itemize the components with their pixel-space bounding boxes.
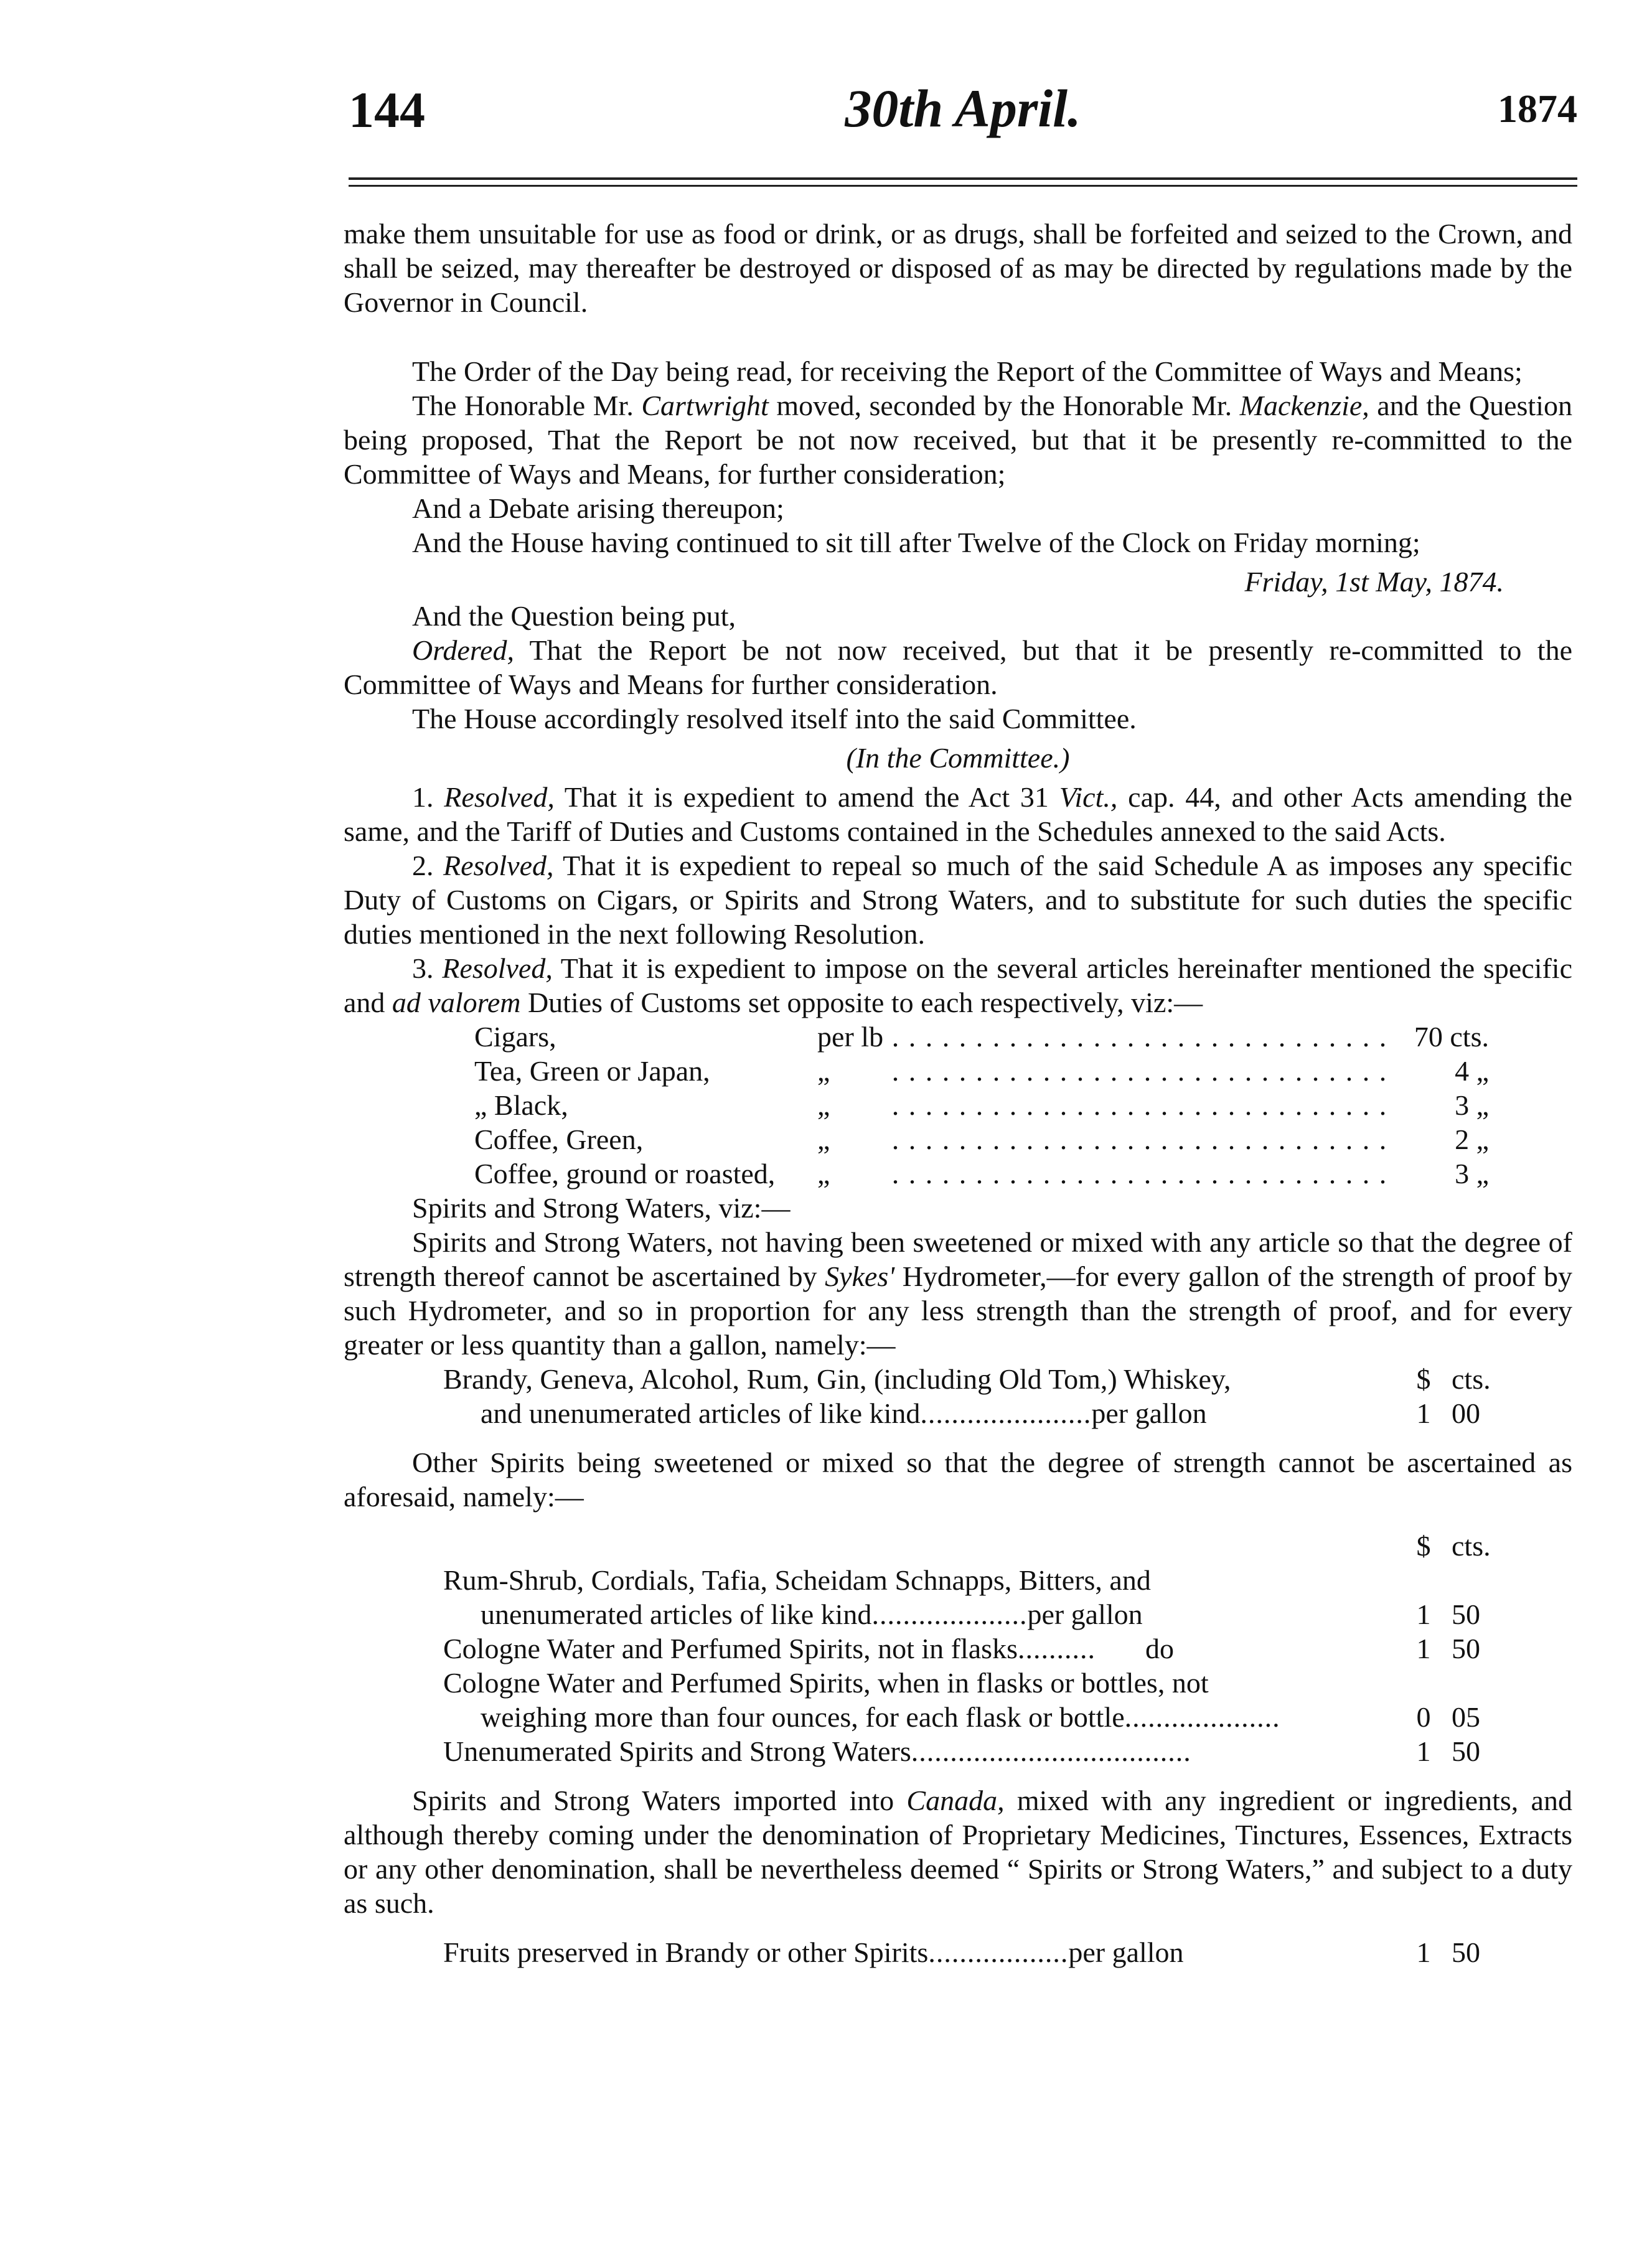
table-row: Fruits preserved in Brandy or other Spirits..................per gallon 1 50 [443,1935,1520,1969]
tariff-item: Coffee, ground or roasted, [474,1158,776,1190]
dot-leader: . . . . . . . . . . . . . . . . . . . . . . . . . . . . . . [891,1021,1388,1053]
paragraph-debate: And a Debate arising thereupon; [412,492,784,524]
paragraph-continuation: make them unsuitable for use as food or drink, or as drugs, shall be forfeited and seized to the Crown, and shall be seized, may thereafter be destroyed or disposed of as may be directed by regulations made by the Governor in Council. [344,218,1572,318]
table-row [443,1362,1520,1396]
in-committee-heading: (In the Committee.) [846,742,1070,774]
canada-paragraph: Spirits and Strong Waters imported into Canada, mixed with any ingredient or ingredients, and although thereby coming under the denomination of Proprietary Medicines, Tinctures, Essences, Extracts or any other denomination, shall be nevertheless deemed “ Spirits or Strong Waters,” and subject to a duty as such. [344,1785,1572,1919]
fruits-dollars: 1 [1416,1936,1431,1968]
cents-header: cts. [1452,1363,1491,1395]
table-row [474,1020,1501,1054]
brandy-dollars: 1 [1416,1397,1431,1429]
paragraph-ordered: Ordered, That the Report be not now received, but that it be presently re-committed to the Committee of Ways and Means for further consideration. [344,634,1572,700]
dot-leader: . . . . . . . . . . . . . . . . . . . . . . . . . . . . . . [891,1158,1388,1190]
table-row: unenumerated articles of like kind....................per gallon 1 50 [443,1597,1520,1631]
table-row [474,1088,1501,1122]
tariff-item: Coffee, Green, [474,1124,644,1155]
page-body [344,217,1572,1969]
specific-duties-table [474,1020,1501,1191]
running-header [349,78,1577,149]
dot-leader: . . . . . . . . . . . . . . . . . . . . . . . . . . . . . . [891,1055,1388,1087]
tariff-rate: 3 „ [1455,1089,1489,1121]
spirits-heading: Spirits and Strong Waters, viz:— [412,1192,791,1224]
table-row: and unenumerated articles of like kind......................per gallon 1 00 [443,1396,1520,1430]
duty-unit: do [1145,1633,1174,1664]
spirits-paragraph: Spirits and Strong Waters, not having been sweetened or mixed with any article so that the degree of strength thereof cannot be ascertained by Sykes' Hydrometer,—for every gallon of the strength of proof by such Hydrometer, and so in proportion for any less strength than the strength of proof, and for every greater or less quantity than a gallon, namely:— [344,1226,1572,1361]
duty-dollars: 1 [1416,1633,1431,1664]
resolution-2: 2. Resolved, That it is expedient to repeal so much of the said Schedule A as imposes any specific Duty of Customs on Cigars, or Spirits and Strong Waters, and to substitute for such duties the specific duties mentioned in the next following Resolution. [344,850,1573,950]
tariff-unit: per lb [817,1021,884,1053]
other-spirits-paragraph: Other Spirits being sweetened or mixed so that the degree of strength cannot be ascertained as aforesaid, namely:— [344,1447,1572,1513]
table-row [443,1666,1520,1700]
paragraph-sitting: And the House having continued to sit till after Twelve of the Clock on Friday morning; [412,527,1420,558]
brandy-line1: Brandy, Geneva, Alcohol, Rum, Gin, (including Old Tom,) Whiskey, [443,1363,1231,1395]
paragraph-order-of-day: The Order of the Day being read, for receiving the Report of the Committee of Ways and Means; [412,355,1523,387]
dateline: Friday, 1st May, 1874. [1244,566,1504,598]
paragraph-resolved-committee: The House accordingly resolved itself into the said Committee. [412,703,1137,734]
tariff-rate: 4 „ [1455,1055,1489,1087]
dollar-header: $ [1416,1530,1431,1562]
tariff-rate: 70 cts. [1414,1021,1489,1053]
brandy-line2: and unenumerated articles of like kind [481,1397,921,1429]
table-row: Cologne Water and Perfumed Spirits, not in flasks.......... do 1 50 [443,1631,1520,1666]
tariff-unit: „ [817,1089,830,1121]
paragraph-question: And the Question being put, [412,600,736,632]
duty-unit: per gallon [1027,1598,1143,1630]
tariff-item: „ Black, [474,1089,568,1121]
duty-description-cont: weighing more than four ounces, for each flask or bottle [481,1701,1125,1733]
table-row [474,1054,1501,1088]
duty-cents: 50 [1452,1633,1480,1664]
dot-leader: . . . . . . . . . . . . . . . . . . . . . . . . . . . . . . [891,1124,1388,1155]
duty-description: Unenumerated Spirits and Strong Waters [443,1735,911,1767]
table-row: Unenumerated Spirits and Strong Waters.................................... 1 50 [443,1734,1520,1768]
duty-description-cont: unenumerated articles of like kind [481,1598,872,1630]
tariff-unit: „ [817,1055,830,1087]
table-row: weighing more than four ounces, for each flask or bottle.................... 0 05 [443,1700,1520,1734]
table-row [474,1157,1501,1191]
duty-description: Rum-Shrub, Cordials, Tafia, Scheidam Schnapps, Bitters, and [443,1564,1151,1596]
duty-description: Cologne Water and Perfumed Spirits, not in flasks [443,1633,1018,1664]
tariff-item: Cigars, [474,1021,556,1053]
tariff-unit: „ [817,1158,830,1190]
header-date: 30th April. [845,78,1081,138]
member-name: Cartwright [641,390,769,421]
resolution-3: 3. Resolved, That it is expedient to impose on the several articles hereinafter mentioned the specific and ad valorem Duties of Customs set opposite to each respectively, viz:— [344,952,1572,1018]
dot-leader: . . . . . . . . . . . . . . . . . . . . . . . . . . . . . . [891,1089,1388,1121]
sweetened-spirits-table [443,1529,1520,1768]
duty-cents: 50 [1452,1598,1480,1630]
table-row [443,1563,1520,1597]
tariff-rate: 2 „ [1455,1124,1489,1155]
duty-cents: 05 [1452,1701,1480,1733]
table-header-row [443,1529,1520,1563]
tariff-unit: „ [817,1124,830,1155]
page-number: 144 [349,82,425,138]
fruits-unit: per gallon [1068,1936,1184,1968]
duty-cents: 50 [1452,1735,1480,1767]
brandy-table [443,1362,1520,1430]
cents-header: cts. [1452,1530,1491,1562]
resolution-1: 1. Resolved, That it is expedient to amend the Act 31 Vict., cap. 44, and other Acts amending the same, and the Tariff of Duties and Customs contained in the Schedules annexed to the said Acts. [344,781,1573,847]
duty-dollars: 1 [1416,1598,1431,1630]
header-year: 1874 [1498,87,1577,131]
header-rule-bottom [349,185,1577,187]
paragraph-motion: The Honorable Mr. Cartwright moved, seconded by the Honorable Mr. Mackenzie, and the Question being proposed, That the Report be not now received, but that it be presently re-committed to the Committee of Ways and Means, for further consideration; [344,390,1572,490]
dollar-header: $ [1416,1363,1431,1395]
duty-description: Cologne Water and Perfumed Spirits, when in flasks or bottles, not [443,1667,1209,1699]
fruits-table [443,1935,1520,1969]
tariff-rate: 3 „ [1455,1158,1489,1190]
duty-dollars: 0 [1416,1701,1431,1733]
header-rule-top [349,177,1577,180]
fruits-label: Fruits preserved in Brandy or other Spirits [443,1936,929,1968]
tariff-item: Tea, Green or Japan, [474,1055,710,1087]
member-name: Mackenzie, [1239,390,1369,421]
fruits-cents: 50 [1452,1936,1480,1968]
duty-dollars: 1 [1416,1735,1431,1767]
brandy-unit: per gallon [1091,1397,1207,1429]
brandy-cents: 00 [1452,1397,1480,1429]
table-row [474,1122,1501,1157]
